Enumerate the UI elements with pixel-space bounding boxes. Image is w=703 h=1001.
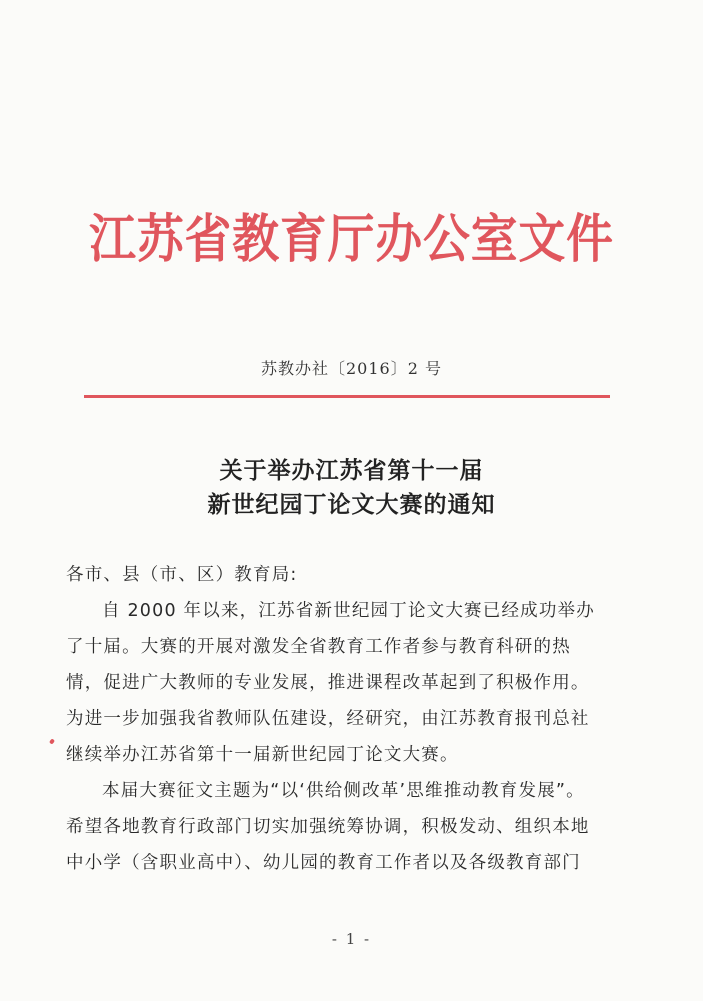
page-number: - 1 - [331,930,372,948]
ink-speck [49,738,55,744]
body-line: 自 2000 年以来，江苏省新世纪园丁论文大赛已经成功举办 [102,601,595,621]
body-line: 情，促进广大教师的专业发展，推进课程改革起到了积极作用。 [66,673,590,693]
notice-title-line-1: 关于举办江苏省第十一届 [219,458,484,484]
red-divider-line [84,395,610,398]
body-line: 为进一步加强我省教师队伍建设，经研究，由江苏教育报刊总社 [66,709,590,729]
body-line: 继续举办江苏省第十一届新世纪园丁论文大赛。 [66,745,459,765]
document-number: 苏教办社〔2016〕2 号 [261,359,442,378]
salutation: 各市、县（市、区）教育局: [66,565,298,585]
document-header-title: 江苏省教育厅办公室文件 [89,210,614,270]
body-line: 希望各地教育行政部门切实加强统筹协调，积极发动、组织本地 [66,817,590,837]
notice-title-line-2: 新世纪园丁论文大赛的通知 [207,492,496,518]
body-line: 中小学（含职业高中）、幼儿园的教育工作者以及各级教育部门 [66,853,581,873]
body-line: 了十届。大赛的开展对激发全省教育工作者参与教育科研的热 [66,637,571,657]
body-line: 本届大赛征文主题为“以‘供给侧改革’思维推动教育发展”。 [102,781,585,801]
